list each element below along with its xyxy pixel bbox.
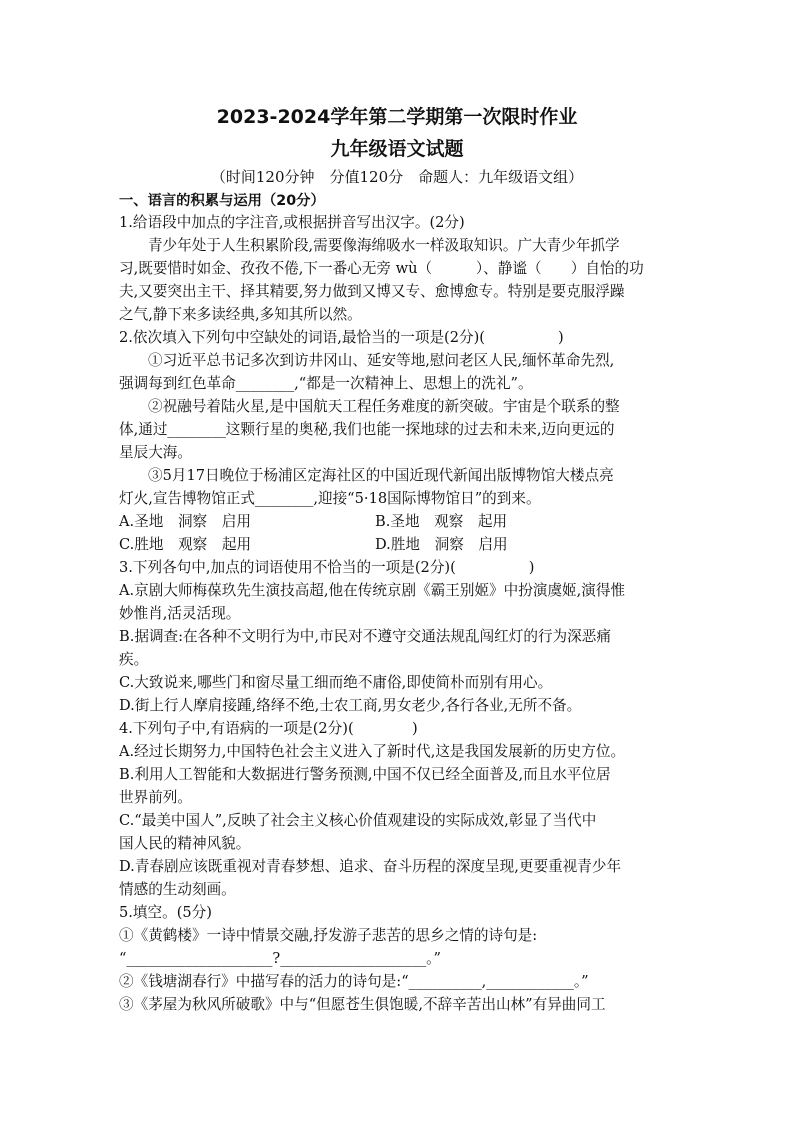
q2-option-d: D.胜地 洞察 启用 bbox=[375, 536, 508, 553]
q3-line: A.京剧大师梅葆玖先生演技高超,他在传统京剧《霸王别姬》中扮演虞姬,演得惟 bbox=[119, 582, 626, 599]
question-4-stem: 4.下列句子中,有语病的一项是(2分)( ) bbox=[119, 720, 418, 737]
q2-option-a: A.圣地 洞察 启用 bbox=[119, 513, 251, 530]
q1-line: 之气,静下来多读经典,多知其所以然。 bbox=[119, 306, 362, 323]
exam-meta: （时间120分钟 分值120分 命题人：九年级语文组） bbox=[210, 168, 584, 186]
question-5-stem: 5.填空。(5分) bbox=[119, 904, 212, 921]
q2-line: ①习近平总书记多次到访井冈山、延安等地,慰问老区人民,缅怀革命先烈, bbox=[148, 352, 615, 369]
q3-line: B.据调查:在各种不文明行为中,市民对不遵守交通法规乱闯红灯的行为深恶痛 bbox=[119, 628, 611, 645]
q4-line: A.经过长期努力,中国特色社会主义进入了新时代,这是我国发展新的历史方位。 bbox=[119, 743, 626, 760]
q3-line: C.大致说来,哪些门和窗尽量工细而绝不庸俗,即使简朴而别有用心。 bbox=[119, 674, 553, 691]
q5-line: ②《钱塘湖春行》中描写春的活力的诗句是:“__________,____________。” bbox=[119, 973, 589, 990]
q1-line: 青少年处于人生积累阶段,需要像海绵吸水一样汲取知识。广大青少年抓学 bbox=[148, 237, 620, 254]
q3-line: 疾。 bbox=[119, 651, 149, 668]
q2-line: ③5月17日晚位于杨浦区定海社区的中国近现代新闻出版博物馆大楼点亮 bbox=[148, 467, 614, 484]
q2-option-b: B.圣地 观察 起用 bbox=[375, 513, 508, 530]
q2-line: 强调每到红色革命________,“都是一次精神上、思想上的洗礼”。 bbox=[119, 375, 533, 392]
q4-line: 情感的生动刻画。 bbox=[119, 881, 236, 898]
question-3-stem: 3.下列各句中,加点的词语使用不恰当的一项是(2分)( ) bbox=[119, 559, 535, 576]
question-2-stem: 2.依次填入下列句中空缺处的词语,最恰当的一项是(2分)( ) bbox=[119, 329, 564, 346]
q2-option-c: C.胜地 观察 起用 bbox=[119, 536, 252, 553]
section-heading: 一、语言的积累与运用（20分） bbox=[119, 193, 325, 209]
q2-line: ②祝融号着陆火星,是中国航天工程任务难度的新突破。宇宙是个联系的整 bbox=[148, 398, 620, 415]
q5-line: ③《茅屋为秋风所破歌》中与“但愿苍生俱饱暖,不辞辛苦出山林”有异曲同工 bbox=[119, 996, 606, 1013]
q4-line: C.“最美中国人”,反映了社会主义核心价值观建设的实际成效,彰显了当代中 bbox=[119, 812, 597, 829]
exam-title: 2023-2024学年第二学期第一次限时作业 bbox=[216, 106, 578, 128]
exam-subtitle: 九年级语文试题 bbox=[330, 138, 464, 160]
q2-line: 星辰大海。 bbox=[119, 444, 192, 461]
q3-line: 妙惟肖,活灵活现。 bbox=[119, 605, 241, 622]
q2-line: 灯火,宣告博物馆正式________,迎接“5·18国际博物馆日”的到来。 bbox=[119, 490, 541, 507]
q1-line: 夫,又要突出主干、择其精要,努力做到又博又专、愈博愈专。特别是要克服浮躁 bbox=[119, 283, 625, 300]
q5-line: “____________________?____________________。” bbox=[119, 950, 441, 967]
q4-line: 世界前列。 bbox=[119, 789, 192, 806]
q5-line: ①《黄鹤楼》一诗中情景交融,抒发游子悲苦的思乡之情的诗句是: bbox=[119, 927, 538, 944]
question-1-stem: 1.给语段中加点的字注音,或根据拼音写出汉字。(2分) bbox=[119, 214, 465, 231]
q3-line: D.街上行人摩肩接踵,络绎不绝,士农工商,男女老少,各行各业,无所不备。 bbox=[119, 697, 582, 714]
q2-line: 体,通过________这颗行星的奥秘,我们也能一探地球的过去和未来,迈向更远的 bbox=[119, 421, 615, 438]
q1-line: 习,既要惜时如金、孜孜不倦,下一番心无旁 wù（ ）、静谧（ ）自怡的功 bbox=[119, 260, 644, 277]
q4-line: B.利用人工智能和大数据进行警务预测,中国不仅已经全面普及,而且水平位居 bbox=[119, 766, 611, 783]
q4-line: 国人民的精神风貌。 bbox=[119, 835, 251, 852]
q4-line: D.青春剧应该既重视对青春梦想、追求、奋斗历程的深度呈现,更要重视青少年 bbox=[119, 858, 622, 875]
